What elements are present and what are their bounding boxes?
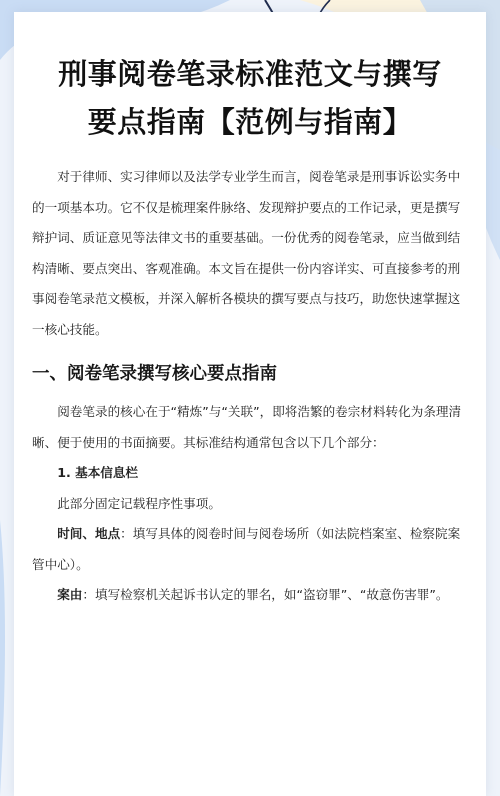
subsection-text: 此部分固定记载程序性事项。 bbox=[57, 495, 221, 511]
document-page bbox=[14, 12, 486, 796]
article-body bbox=[32, 162, 472, 611]
intro-paragraph: 对于律师、实习律师以及法学专业学生而言，阅卷笔录是刑事诉讼实务中的一项基本功。它不仅是梳理案件脉络、发现辩护要点的工作记录，更是撰写辩护词、质证意见等法律文书的重要基础。一份优秀的阅卷笔录，应当做到结构清晰、要点突出、客观准确。本文旨在提供一份内容详实、可直接参考的刑事阅卷笔录范文模板，并深入解析各模块的撰写要点与技巧，助您快速掌握这一核心技能。 bbox=[32, 169, 461, 337]
title-line-2: 要点指南【范例与指南】 bbox=[87, 105, 413, 139]
section-paragraph: 阅卷笔录的核心在于“精炼”与“关联”，即将浩繁的卷宗材料转化为条理清晰、便于使用的书面摘要。其标准结构通常包含以下几个部分： bbox=[32, 404, 462, 450]
section-heading: 一、阅卷笔录撰写核心要点指南 bbox=[32, 364, 277, 384]
subsection-heading: 1. 基本信息栏 bbox=[57, 465, 139, 480]
title-line-1: 刑事阅卷笔录标准范文与撰写 bbox=[58, 57, 442, 91]
page-title bbox=[14, 50, 486, 146]
info-item-text: ：填写具体的阅卷时间与阅卷场所（如法院档案室、检察院案管中心）。 bbox=[32, 526, 461, 572]
info-item-time-location bbox=[32, 519, 472, 580]
info-item-case-cause bbox=[32, 580, 472, 611]
info-item-label: 时间、地点 bbox=[57, 526, 121, 541]
info-item-text: ：填写检察机关起诉书认定的罪名，如“盗窃罪”、“故意伤害罪”。 bbox=[82, 587, 449, 602]
info-item-label: 案由 bbox=[57, 587, 83, 602]
